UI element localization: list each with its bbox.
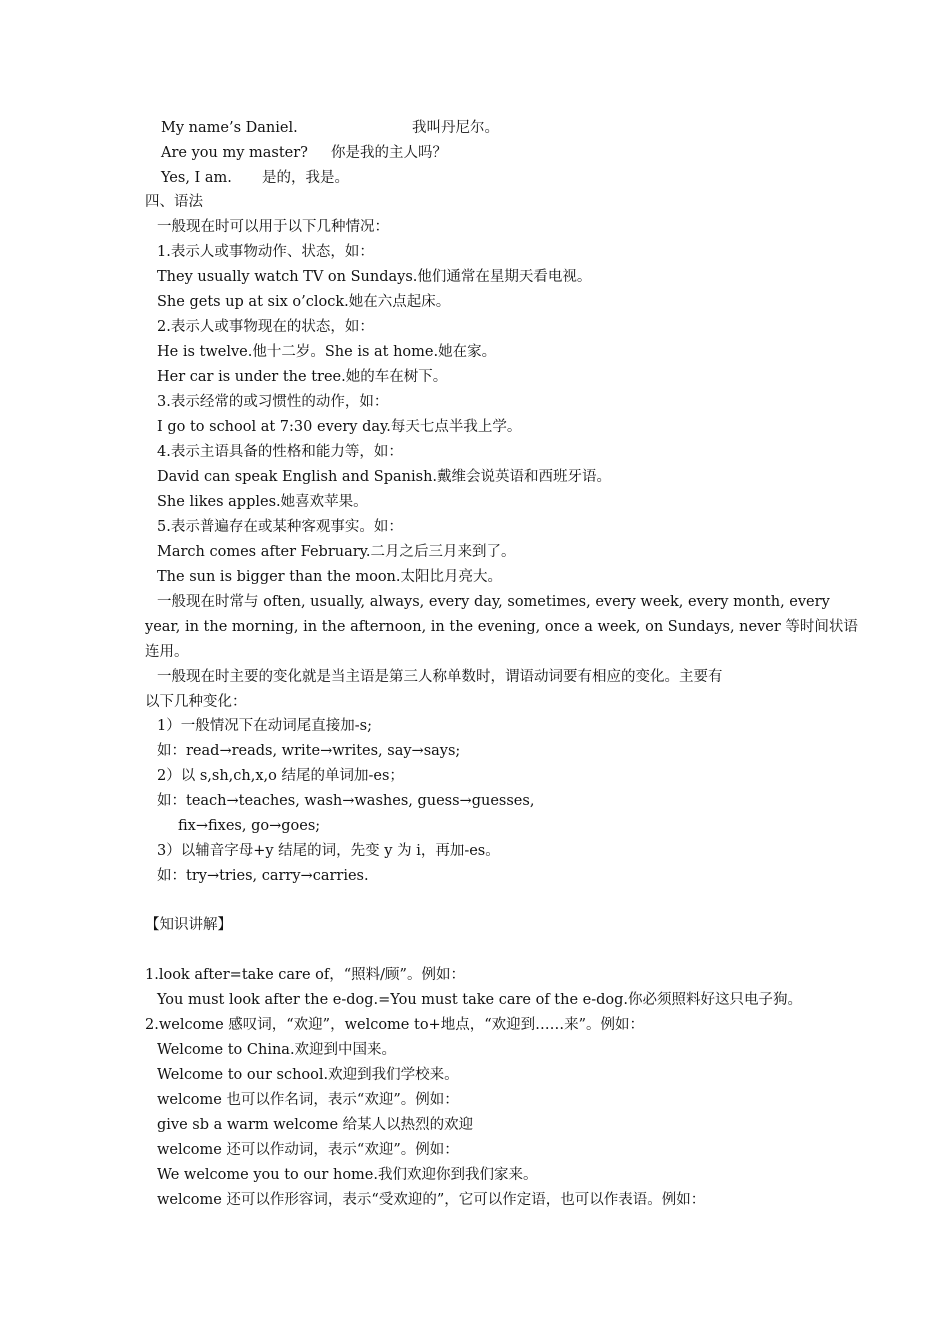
usage-5: 5.表示普遍存在或某种客观事实。如：	[157, 519, 403, 535]
knowledge-example: Welcome to China.欢迎到中国来。	[157, 1042, 397, 1058]
usage-example: She gets up at six o’clock.她在六点起床。	[157, 294, 451, 310]
usage-example: David can speak English and Spanish.戴维会说英语和西班牙语。	[157, 469, 612, 485]
usage-example: Her car is under the tree.她的车在树下。	[157, 369, 448, 385]
rule-example: 如：try→tries, carry→carries.	[157, 868, 369, 884]
change-paragraph: 一般现在时主要的变化就是当主语是第三人称单数时，谓语动词要有相应的变化。主要有	[157, 669, 723, 685]
adverbs-paragraph: year, in the morning, in the afternoon, in the evening, once a week, on Sundays, never 等时间状语	[145, 619, 858, 635]
dialogue-english: Are you my master?	[161, 145, 308, 161]
knowledge-example: give sb a warm welcome 给某人以热烈的欢迎	[157, 1117, 474, 1133]
knowledge-note: welcome 还可以作动词，表示“欢迎”。例如：	[157, 1142, 459, 1158]
dialogue-line-1	[161, 119, 499, 137]
knowledge-item-2: 2.welcome 感叹词，“欢迎”，welcome to+地点，“欢迎到……来”。例如：	[145, 1017, 645, 1033]
usage-example: They usually watch TV on Sundays.他们通常在星期天看电视。	[157, 269, 592, 285]
knowledge-item-1: 1.look after=take care of，“照料/顾”。例如：	[145, 967, 465, 983]
usage-example: March comes after February.二月之后三月来到了。	[157, 544, 516, 560]
knowledge-note: welcome 也可以作名词，表示“欢迎”。例如：	[157, 1092, 459, 1108]
rule-example: 如：teach→teaches, wash→washes, guess→guesses,	[157, 793, 535, 809]
usage-3: 3.表示经常的或习惯性的动作，如：	[157, 394, 389, 410]
dialogue-english: My name’s Daniel.	[161, 120, 298, 136]
change-paragraph: 以下几种变化：	[145, 694, 247, 710]
dialogue-line-3	[161, 169, 349, 187]
knowledge-example: We welcome you to our home.我们欢迎你到我们家来。	[157, 1167, 538, 1183]
dialogue-chinese: 是的，我是。	[262, 170, 349, 186]
knowledge-example: Welcome to our school.欢迎到我们学校来。	[157, 1067, 459, 1083]
dialogue-chinese: 我叫丹尼尔。	[412, 120, 499, 136]
usage-example: The sun is bigger than the moon.太阳比月亮大。	[157, 569, 502, 585]
rule-3: 3）以辅音字母+y 结尾的词，先变 y 为 i，再加-es。	[157, 843, 500, 859]
adverbs-paragraph: 一般现在时常与 often, usually, always, every day, sometimes, every week, every month, every	[157, 594, 830, 610]
usage-example: I go to school at 7:30 every day.每天七点半我上学。	[157, 419, 522, 435]
knowledge-heading: 【知识讲解】	[145, 917, 232, 933]
usage-1: 1.表示人或事物动作、状态，如：	[157, 244, 374, 260]
dialogue-chinese: 你是我的主人吗？	[331, 145, 447, 161]
usage-4: 4.表示主语具备的性格和能力等，如：	[157, 444, 403, 460]
knowledge-note: welcome 还可以作形容词，表示“受欢迎的”，它可以作定语，也可以作表语。例如：	[157, 1192, 706, 1208]
grammar-heading: 四、语法	[145, 194, 203, 210]
usage-example: He is twelve.他十二岁。She is at home.她在家。	[157, 344, 497, 360]
adverbs-paragraph: 连用。	[145, 644, 189, 660]
dialogue-english: Yes, I am.	[161, 170, 232, 186]
rule-1: 1）一般情况下在动词尾直接加-s;	[157, 718, 372, 734]
usage-example: She likes apples.她喜欢苹果。	[157, 494, 368, 510]
rule-2: 2）以 s,sh,ch,x,o 结尾的单词加-es；	[157, 768, 404, 784]
grammar-intro: 一般现在时可以用于以下几种情况：	[157, 219, 389, 235]
rule-example: fix→fixes, go→goes;	[178, 818, 321, 834]
dialogue-line-2	[161, 144, 447, 162]
rule-example: 如：read→reads, write→writes, say→says;	[157, 743, 461, 759]
usage-2: 2.表示人或事物现在的状态，如：	[157, 319, 374, 335]
knowledge-example: You must look after the e-dog.=You must take care of the e-dog.你必须照料好这只电子狗。	[157, 992, 803, 1008]
